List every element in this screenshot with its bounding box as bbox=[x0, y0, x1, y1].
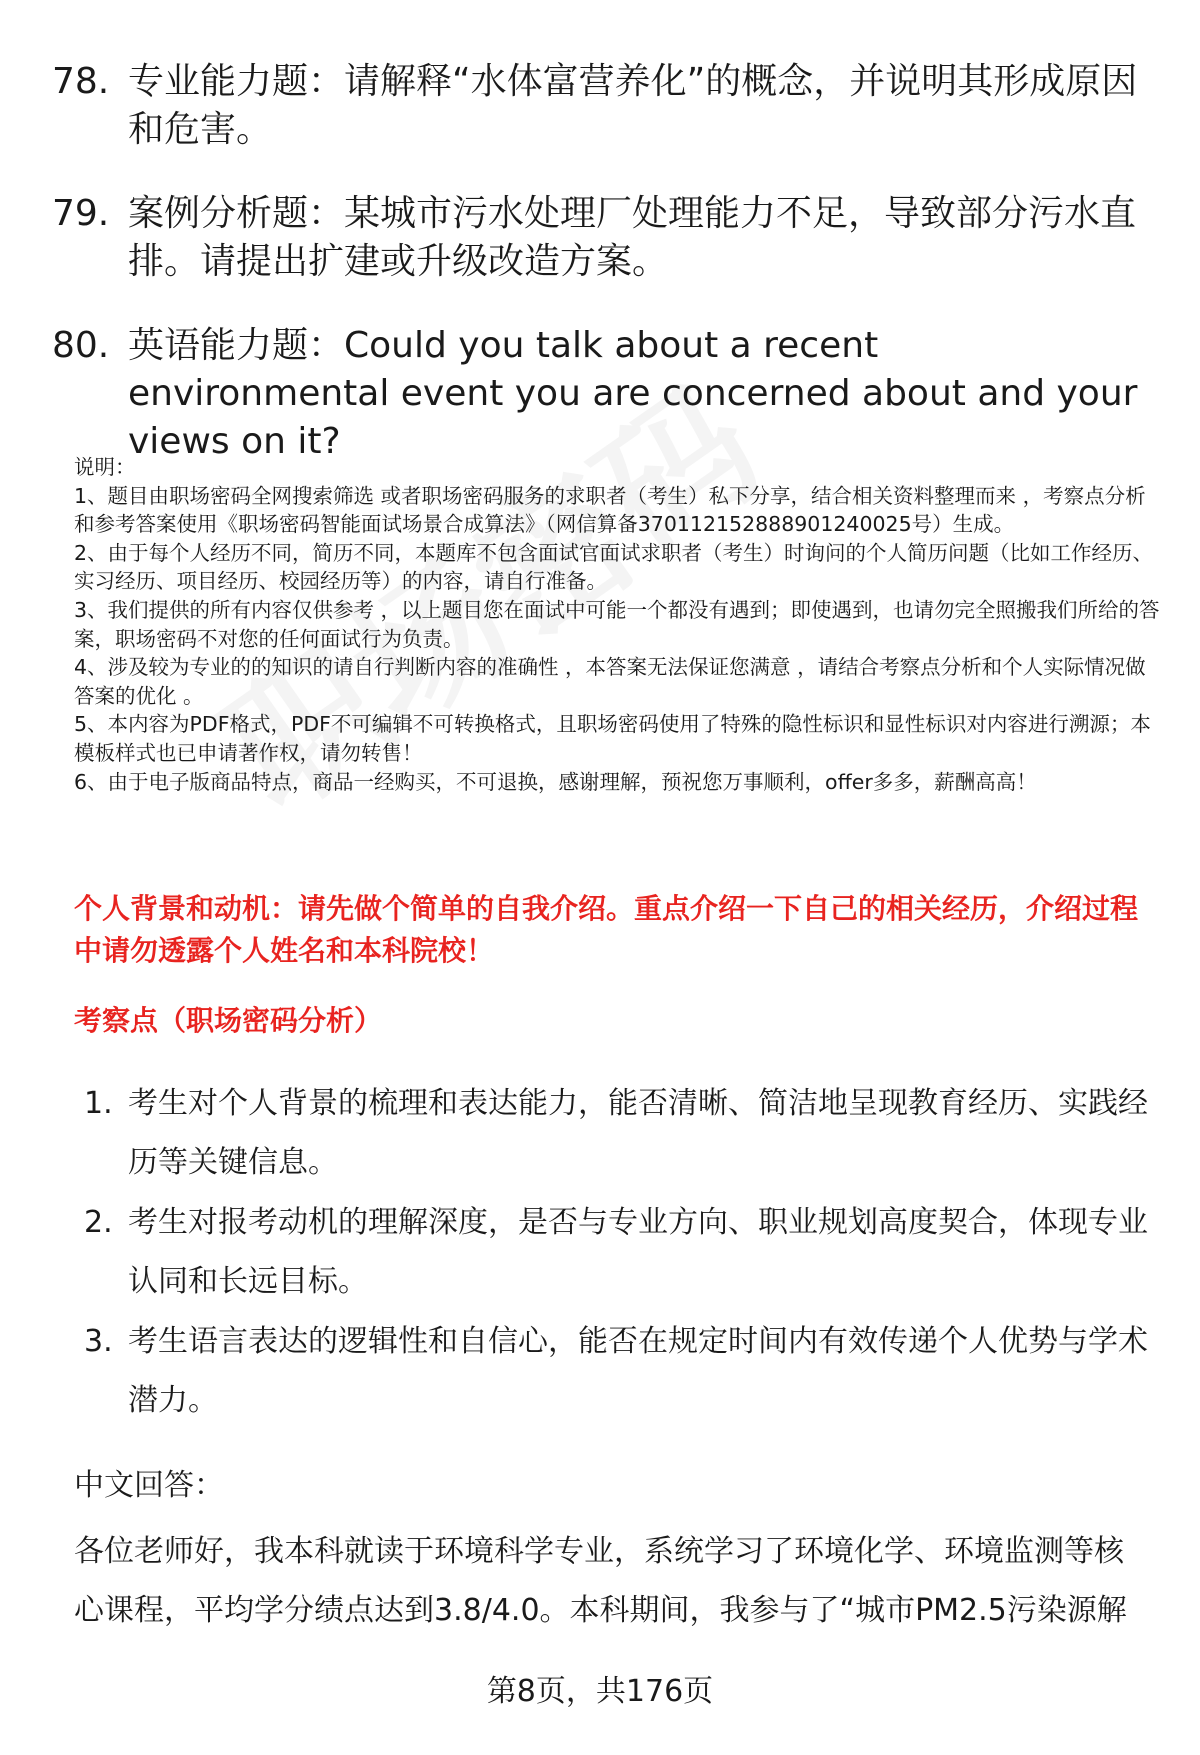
question-list bbox=[52, 58, 1152, 502]
point-text: 考生对报考动机的理解深度，是否与专业方向、职业规划高度契合，体现专业认同和长远目标。 bbox=[128, 1205, 1148, 1299]
question-number: 80. bbox=[52, 325, 110, 366]
answer-text: 各位老师好，我本科就读于环境科学专业，系统学习了环境化学、环境监测等核心课程，平均学分绩点达到3.8/4.0。本科期间，我参与了“城市PM2.5污染源解 bbox=[74, 1534, 1127, 1628]
note-item: 3、我们提供的所有内容仅供参考 ，以上题目您在面试中可能一个都没有遇到；即使遇到，也请勿完全照搬我们所给的答案，职场密码不对您的任何面试行为负责。 bbox=[74, 597, 1160, 651]
section-title: 个人背景和动机：请先做个简单的自我介绍。重点介绍一下自己的相关经历，介绍过程中请勿透露个人姓名和本科院校！ bbox=[74, 892, 1139, 967]
note-item: 2、由于每个人经历不同，简历不同，本题库不包含面试官面试求职者（考生）时询问的个人简历问题（比如工作经历、实习经历、项目经历、校园经历等）的内容，请自行准备。 bbox=[74, 540, 1154, 594]
notes-block bbox=[74, 453, 1164, 796]
question-item bbox=[52, 58, 1152, 154]
question-item bbox=[52, 190, 1152, 286]
question-number: 78. bbox=[52, 61, 110, 102]
question-number: 79. bbox=[52, 193, 110, 234]
question-text: 专业能力题：请解释“水体富营养化”的概念，并说明其形成原因和危害。 bbox=[128, 61, 1138, 150]
point-text: 考生语言表达的逻辑性和自信心，能否在规定时间内有效传递个人优势与学术潜力。 bbox=[128, 1324, 1148, 1418]
answer-label: 中文回答： bbox=[74, 1468, 224, 1503]
point-number: 2. bbox=[84, 1205, 113, 1240]
list-item bbox=[84, 1312, 1164, 1430]
note-item: 5、本内容为PDF格式，PDF不可编辑不可转换格式，且职场密码使用了特殊的隐性标识和显性标识对内容进行溯源；本模板样式也已申请著作权，请勿转售！ bbox=[74, 712, 1151, 765]
question-text: 案例分析题：某城市污水处理厂处理能力不足，导致部分污水直排。请提出扩建或升级改造方案。 bbox=[128, 193, 1137, 282]
assessment-points bbox=[84, 1074, 1164, 1431]
note-item: 1、题目由职场密码全网搜索筛选 或者职场密码服务的求职者（考生）私下分享，结合相关资料整理而来 ，考察点分析和参考答案使用《职场密码智能面试场景合成算法》（网信算备370112152888901240025号）生成。 bbox=[74, 483, 1146, 537]
list-item bbox=[84, 1074, 1164, 1192]
notes-title: 说明： bbox=[74, 455, 136, 479]
list-item bbox=[84, 1193, 1164, 1311]
point-number: 3. bbox=[84, 1324, 113, 1359]
point-text: 考生对个人背景的梳理和表达能力，能否清晰、简洁地呈现教育经历、实践经历等关键信息。 bbox=[128, 1086, 1148, 1180]
section-subtitle: 考察点（职场密码分析） bbox=[74, 1004, 383, 1037]
note-item: 6、由于电子版商品特点，商品一经购买，不可退换，感谢理解，预祝您万事顺利，offer多多，薪酬高高！ bbox=[74, 769, 1037, 794]
page-number: 第8页，共176页 bbox=[486, 1674, 714, 1709]
point-number: 1. bbox=[84, 1086, 113, 1121]
note-item: 4、涉及较为专业的的知识的请自行判断内容的准确性 ，本答案无法保证您满意 ，请结合考察点分析和个人实际情况做答案的优化 。 bbox=[74, 655, 1146, 708]
question-text: 英语能力题：Could you talk about a recent environmental event you are concerned about and your views on it? bbox=[128, 325, 1138, 462]
question-item bbox=[52, 322, 1152, 466]
